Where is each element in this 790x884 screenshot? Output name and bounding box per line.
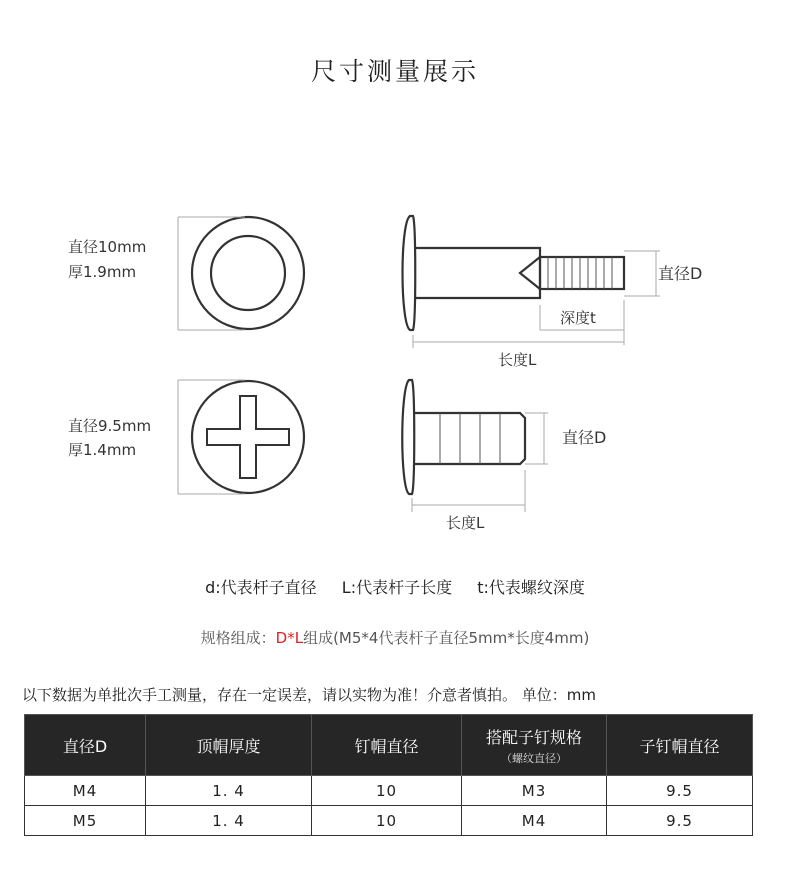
header-cap-diameter: 钉帽直径 — [312, 715, 462, 776]
head-side-2 — [402, 380, 414, 494]
head-outer-circle-2 — [192, 381, 304, 493]
rod-length-label-2: 长度L — [446, 514, 485, 532]
head-thickness-label-2: 厚1.4mm — [68, 441, 137, 459]
rod-length-label-1: 长度L — [498, 351, 537, 369]
table-cell: 9.5 — [607, 776, 753, 806]
rod-body-2 — [413, 413, 525, 464]
table-cell: M4 — [462, 806, 607, 836]
measurement-note: 以下数据为单批次手工测量，存在一定误差，请以实物为准！介意者慎拍。 单位：mm — [22, 686, 596, 704]
spec-suffix: 组成(M5*4代表杆子直径5mm*长度4mm) — [303, 629, 590, 647]
head-side-1 — [403, 216, 416, 330]
legend-d: d:代表杆子直径 — [205, 578, 317, 597]
header-diameter: 直径D — [25, 715, 146, 776]
table-row — [25, 776, 753, 806]
table-cell: M5 — [25, 806, 146, 836]
header-matching-spec-label: 搭配子钉规格 — [485, 727, 582, 747]
header-cap-thickness: 顶帽厚度 — [146, 715, 312, 776]
head-diameter-label-2: 直径9.5mm — [68, 417, 152, 435]
spec-format — [0, 627, 790, 648]
legend — [0, 575, 790, 598]
table-row — [25, 806, 753, 836]
header-sub-cap-diameter: 子钉帽直径 — [607, 715, 753, 776]
page-title: 尺寸测量展示 — [310, 57, 479, 86]
header-matching-spec — [462, 715, 607, 776]
table-cell: 9.5 — [607, 806, 753, 836]
phillips-cross-icon — [207, 396, 289, 478]
head-diameter-label-1: 直径10mm — [68, 238, 147, 256]
table-header-row — [25, 715, 753, 776]
legend-l: L:代表杆子长度 — [341, 578, 453, 597]
header-matching-spec-sub: （螺纹直径） — [501, 751, 567, 765]
thread-bore — [540, 257, 624, 289]
spec-formula: D*L — [275, 629, 304, 647]
head-thickness-label-1: 厚1.9mm — [68, 263, 137, 281]
head-inner-circle-1 — [211, 236, 285, 310]
table-cell: M3 — [462, 776, 607, 806]
rod-diameter-label-2: 直径D — [562, 428, 607, 447]
spec-prefix: 规格组成： — [200, 629, 276, 647]
head-outer-circle-1 — [192, 217, 304, 329]
table-cell: M4 — [25, 776, 146, 806]
table-cell: 1. 4 — [146, 806, 312, 836]
table-cell: 10 — [312, 776, 462, 806]
spec-table — [24, 714, 753, 836]
rod-diameter-label-1: 直径D — [658, 264, 703, 283]
legend-t: t:代表螺纹深度 — [477, 578, 585, 597]
table-cell: 10 — [312, 806, 462, 836]
bore-tip — [520, 257, 540, 289]
thread-depth-label: 深度t — [560, 309, 596, 327]
table-cell: 1. 4 — [146, 776, 312, 806]
